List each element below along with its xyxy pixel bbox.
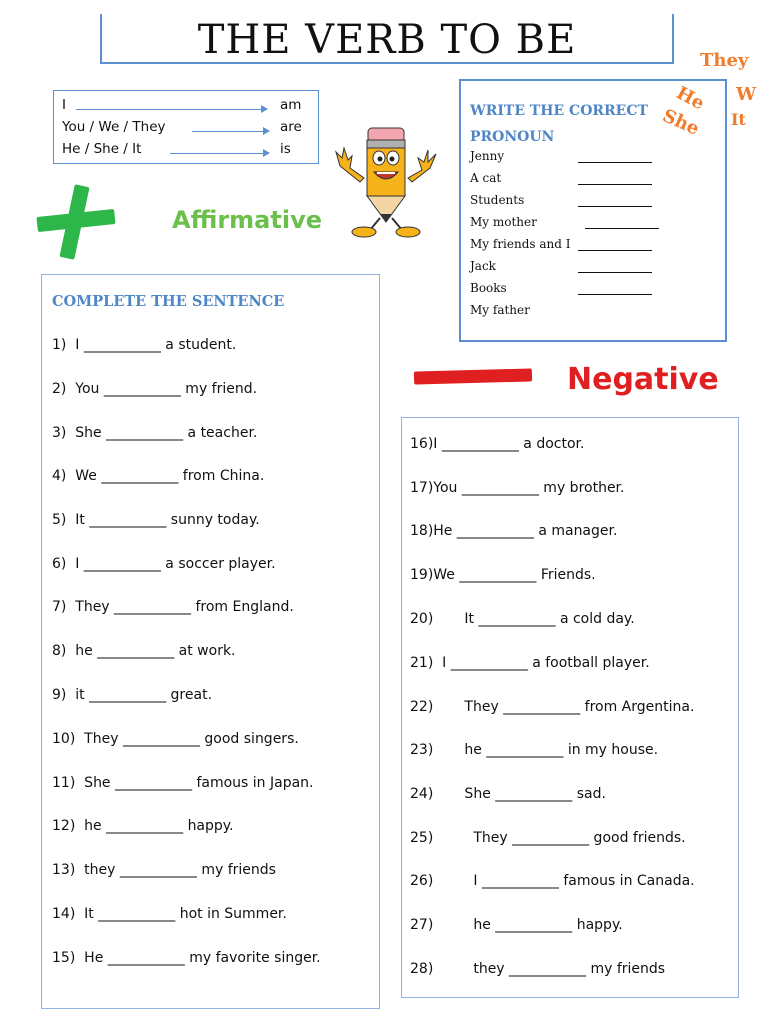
affirmative-sentence-13[interactable]: 13) they ___________ my friends: [52, 862, 276, 878]
negative-sentence-24[interactable]: 24) She ___________ sad.: [410, 786, 606, 802]
affirmative-sentence-9[interactable]: 9) it ___________ great.: [52, 687, 213, 703]
negative-sentence-28[interactable]: 28) they ___________ my friends: [410, 961, 666, 977]
affirmative-sentence-5[interactable]: 5) It ___________ sunny today.: [52, 512, 260, 528]
write-pronoun-title: [470, 98, 660, 150]
write-item-my-friends-and-i: My friends and I: [470, 237, 571, 251]
page-title: THE VERB TO BE: [197, 17, 577, 63]
floating-pronoun-she: She: [659, 105, 703, 140]
affirmative-sentence-2[interactable]: 2) You ___________ my friend.: [52, 381, 258, 397]
complete-sentence-title: COMPLETE THE SENTENCE: [52, 293, 285, 310]
affirmative-sentence-7[interactable]: 7) They ___________ from England.: [52, 599, 294, 615]
answer-blank[interactable]: [578, 250, 652, 251]
negative-sentence-22[interactable]: 22) They ___________ from Argentina.: [410, 699, 695, 715]
affirmative-sentence-4[interactable]: 4) We ___________ from China.: [52, 468, 265, 484]
conjugation-subject-he-she-it: He / She / It: [62, 141, 142, 157]
floating-pronoun-they: They: [700, 50, 749, 71]
affirmative-sentence-11[interactable]: 11) She ___________ famous in Japan.: [52, 775, 314, 791]
conjugation-subject-you-we-they: You / We / They: [62, 119, 166, 135]
write-item-jenny: Jenny: [470, 149, 505, 163]
negative-heading: Negative: [567, 362, 719, 397]
negative-sentence-21[interactable]: 21) I ___________ a football player.: [410, 655, 650, 671]
write-item-students: Students: [470, 193, 525, 207]
answer-blank[interactable]: [578, 272, 652, 273]
conjugation-subject-i: I: [62, 97, 66, 113]
answer-blank[interactable]: [578, 162, 652, 163]
write-item-books: Books: [470, 281, 507, 295]
floating-pronoun-we: W: [736, 84, 757, 105]
floating-pronoun-it: It: [731, 110, 746, 129]
arrow-icon: [170, 153, 268, 154]
arrow-icon: [76, 109, 266, 110]
answer-blank[interactable]: [578, 184, 652, 185]
floating-pronoun-he: He: [672, 82, 708, 115]
conjugation-verb-are: are: [280, 119, 302, 135]
answer-blank[interactable]: [578, 294, 652, 295]
write-item-my-mother: My mother: [470, 215, 537, 229]
affirmative-heading: Affirmative: [172, 206, 322, 234]
negative-sentence-20[interactable]: 20) It ___________ a cold day.: [410, 611, 635, 627]
conjugation-verb-is: is: [280, 141, 291, 157]
negative-sentence-26[interactable]: 26) I ___________ famous in Canada.: [410, 873, 695, 889]
conjugation-verb-am: am: [280, 97, 302, 113]
conjugation-table: [53, 90, 319, 164]
write-pronoun-title-line1: WRITE THE CORRECT: [470, 103, 648, 119]
affirmative-sentence-1[interactable]: 1) I ___________ a student.: [52, 337, 237, 353]
affirmative-sentence-6[interactable]: 6) I ___________ a soccer player.: [52, 556, 276, 572]
negative-sentence-18[interactable]: 18)He ___________ a manager.: [410, 523, 618, 539]
affirmative-sentence-15[interactable]: 15) He ___________ my favorite singer.: [52, 950, 321, 966]
write-item-jack: Jack: [470, 259, 496, 273]
write-item-my-father: My father: [470, 303, 530, 317]
negative-sentence-27[interactable]: 27) he ___________ happy.: [410, 917, 623, 933]
arrow-icon: [192, 131, 268, 132]
negative-sentence-16[interactable]: 16)I ___________ a doctor.: [410, 436, 585, 452]
negative-sentence-23[interactable]: 23) he ___________ in my house.: [410, 742, 659, 758]
pencil-mascot-icon: [330, 122, 442, 240]
write-item-a-cat: A cat: [470, 171, 502, 185]
negative-sentence-19[interactable]: 19)We ___________ Friends.: [410, 567, 596, 583]
minus-icon: [414, 368, 532, 384]
negative-sentence-25[interactable]: 25) They ___________ good friends.: [410, 830, 686, 846]
negative-sentence-17[interactable]: 17)You ___________ my brother.: [410, 480, 625, 496]
answer-blank[interactable]: [585, 228, 659, 229]
affirmative-sentence-8[interactable]: 8) he ___________ at work.: [52, 643, 236, 659]
answer-blank[interactable]: [578, 206, 652, 207]
affirmative-sentence-3[interactable]: 3) She ___________ a teacher.: [52, 425, 258, 441]
affirmative-sentence-12[interactable]: 12) he ___________ happy.: [52, 818, 234, 834]
affirmative-sentence-10[interactable]: 10) They ___________ good singers.: [52, 731, 299, 747]
affirmative-sentence-14[interactable]: 14) It ___________ hot in Summer.: [52, 906, 287, 922]
write-pronoun-title-line2: PRONOUN: [470, 129, 555, 145]
